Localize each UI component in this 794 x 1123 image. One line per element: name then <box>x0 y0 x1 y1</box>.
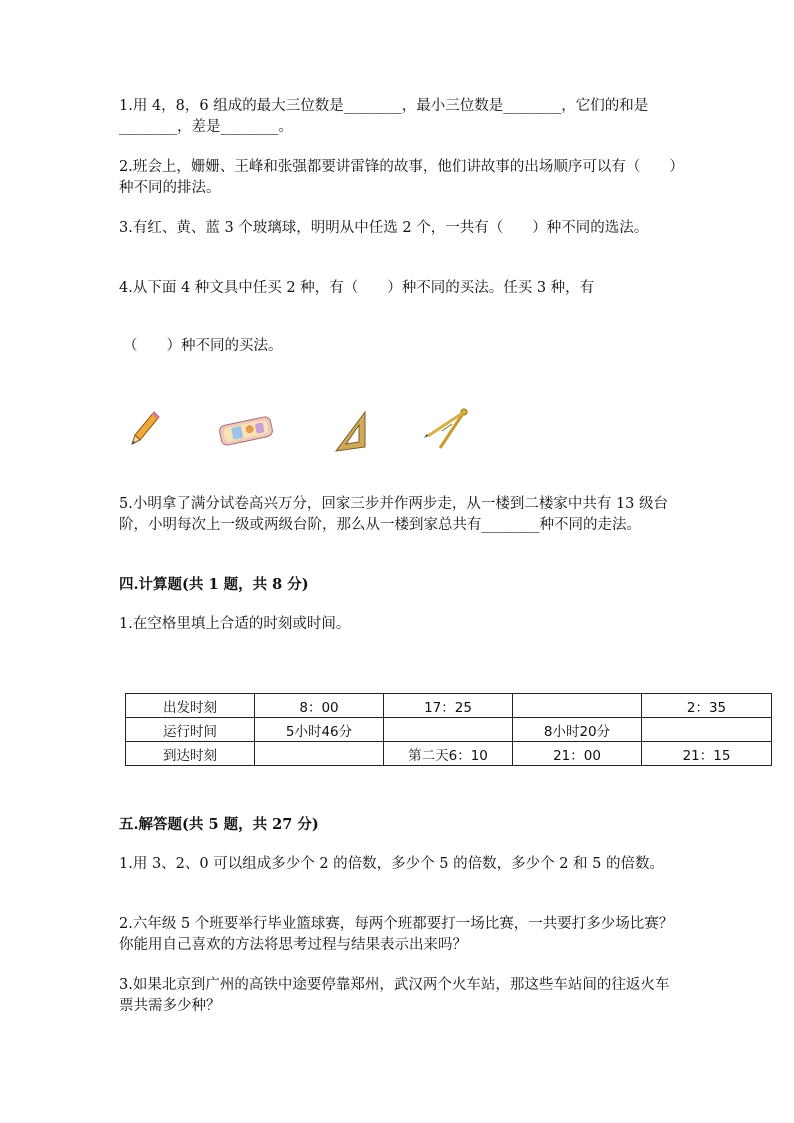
table-cell <box>255 742 384 766</box>
question-4-part-1: 4.从下面 4 种文具中任买 2 种，有（ ）种不同的买法。任买 3 种，有 <box>119 280 595 296</box>
table-cell <box>642 718 772 742</box>
pencil-case-icon <box>216 412 276 450</box>
table-cell: 8：00 <box>255 694 384 718</box>
table-cell: 17：25 <box>384 694 513 718</box>
section-4-question-1: 1.在空格里填上合适的时刻或时间。 <box>119 616 351 632</box>
section-4-heading: 四.计算题(共 1 题，共 8 分) <box>119 576 309 593</box>
pencil-icon <box>128 410 162 450</box>
section-5-question-1: 1.用 3、2、0 可以组成多少个 2 的倍数，多少个 5 的倍数，多少个 2 和 5 的倍数。 <box>119 856 665 872</box>
compass-icon <box>422 404 472 454</box>
section-5-question-2: 2.六年级 5 个班要举行毕业篮球赛，每两个班都要打一场比赛，一共要打多少场比赛？你能用自己喜欢的方法将思考过程与结果表示出来吗？ <box>119 916 674 953</box>
table-cell: 到达时刻 <box>126 742 255 766</box>
table-cell: 出发时刻 <box>126 694 255 718</box>
time-table <box>125 693 772 766</box>
question-1: 1.用 4，8，6 组成的最大三位数是________，最小三位数是________，它们的和是________，差是________。 <box>119 98 649 135</box>
table-cell: 运行时间 <box>126 718 255 742</box>
table-row <box>126 694 772 718</box>
set-square-icon <box>330 410 370 454</box>
table-cell <box>513 694 642 718</box>
table-cell: 21：15 <box>642 742 772 766</box>
table-cell: 2：35 <box>642 694 772 718</box>
table-row <box>126 718 772 742</box>
table-cell: 21：00 <box>513 742 642 766</box>
question-5: 5.小明拿了满分试卷高兴万分，回家三步并作两步走，从一楼到二楼家中共有 13 级台阶，小明每次上一级或两级台阶，那么从一楼到家总共有________种不同的走法。 <box>119 496 669 533</box>
section-5-heading: 五.解答题(共 5 题，共 27 分) <box>119 816 319 833</box>
table-cell: 第二天6：10 <box>384 742 513 766</box>
table-row <box>126 742 772 766</box>
question-4-part-2: （ ）种不同的买法。 <box>123 338 283 354</box>
table-cell: 8小时20分 <box>513 718 642 742</box>
question-3: 3.有红、黄、蓝 3 个玻璃球，明明从中任选 2 个，一共有（ ）种不同的选法。 <box>119 220 649 236</box>
table-cell <box>384 718 513 742</box>
section-5-question-3: 3.如果北京到广州的高铁中途要停靠郑州，武汉两个火车站，那这些车站间的往返火车票共需多少种？ <box>119 977 670 1014</box>
question-2: 2.班会上，姗姗、王峰和张强都要讲雷锋的故事，他们讲故事的出场顺序可以有（ ）种不同的排法。 <box>119 159 677 196</box>
table-cell: 5小时46分 <box>255 718 384 742</box>
